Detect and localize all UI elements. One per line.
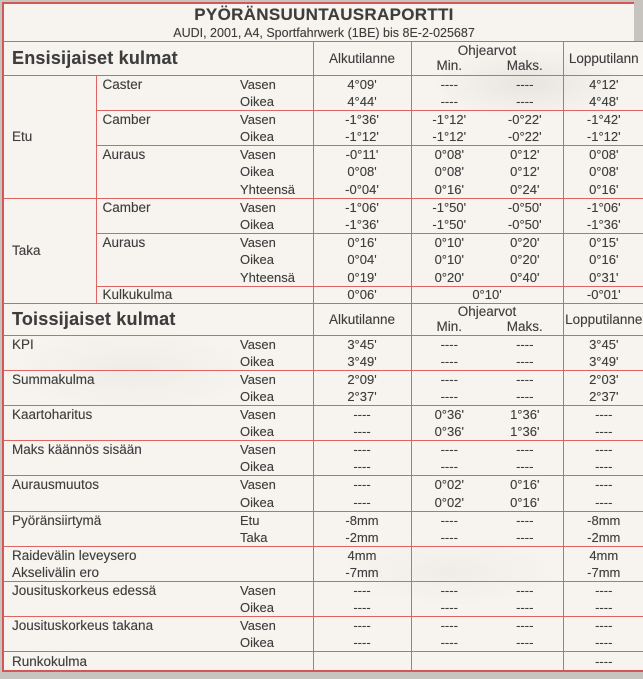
table-row	[3, 511, 643, 529]
value-alkutilanne: -1°06'	[313, 198, 411, 216]
value-maks: 0°16'	[487, 476, 563, 494]
value-min: 0°20'	[411, 269, 487, 287]
table-row	[3, 335, 643, 353]
value-alkutilanne: ----	[313, 599, 411, 617]
angle-label: Camber	[96, 110, 238, 145]
measure-label: Summakulma	[3, 370, 238, 388]
table-row	[3, 75, 643, 93]
value-maks: 0°24'	[510, 181, 540, 197]
value-maks	[487, 564, 563, 582]
value-min: 0°10'	[411, 251, 487, 269]
value-lopputilanne: 4°48'	[563, 93, 643, 111]
measure-label	[3, 634, 238, 652]
axle-label-rear: Taka	[3, 198, 96, 303]
value-min: 0°10'	[411, 233, 487, 251]
pos-label: Oikea	[240, 216, 274, 232]
value-lopputilanne: -8mm	[563, 511, 643, 529]
value-lopputilanne: ----	[563, 652, 643, 671]
measure-label: KPI	[3, 335, 238, 353]
value-min: ----	[411, 458, 487, 476]
title-block	[3, 3, 643, 41]
value-alkutilanne	[313, 652, 411, 671]
value-alkutilanne: -1°36'	[313, 216, 411, 234]
value-min: ----	[411, 441, 487, 459]
pos-label: Vasen	[238, 145, 313, 163]
value-alkutilanne: 4mm	[313, 546, 411, 564]
value-min: 0°36'	[411, 406, 487, 424]
value-lopputilanne: -7mm	[563, 564, 643, 582]
value-alkutilanne: 3°49'	[313, 353, 411, 371]
measure-label: Pyöränsiirtymä	[3, 511, 238, 529]
value-min: ----	[411, 634, 487, 652]
value-alkutilanne: -7mm	[313, 564, 411, 582]
table-row	[3, 441, 643, 459]
value-lopputilanne: 2°03'	[563, 370, 643, 388]
value-maks: -0°50'	[507, 216, 542, 232]
value-min: ----	[411, 75, 487, 93]
column-header-lopputilanne: Lopputilann	[563, 41, 643, 75]
pos-label: Oikea	[240, 494, 274, 510]
column-header-ohjearvot-group	[411, 41, 563, 75]
primary-header-row	[3, 41, 643, 75]
value-maks: 0°12'	[510, 164, 540, 180]
value-min: 0°36'	[411, 423, 487, 441]
value-lopputilanne: 0°16'	[563, 251, 643, 269]
pos-label: Vasen	[238, 335, 313, 353]
value-min: 0°16'	[411, 181, 487, 199]
report-subtitle: AUDI, 2001, A4, Sportfahrwerk (1BE) bis 8E-2-025687	[173, 25, 475, 40]
value-maks: 1°36'	[487, 406, 563, 424]
pos-label: Oikea	[240, 459, 274, 475]
measure-label	[3, 458, 238, 476]
value-alkutilanne: ----	[313, 634, 411, 652]
value-alkutilanne: 0°06'	[313, 286, 411, 303]
value-ohjearvot	[411, 652, 563, 671]
table-row	[3, 529, 643, 547]
value-min: ----	[411, 581, 487, 599]
scanned-report-page	[0, 2, 643, 679]
value-lopputilanne: 0°08'	[563, 163, 643, 181]
pos-label: Vasen	[238, 233, 313, 251]
value-maks: ----	[516, 388, 534, 404]
table-row	[3, 617, 643, 635]
column-header-min: Min.	[436, 319, 462, 335]
value-min: 0°08'	[411, 163, 487, 181]
measure-label: Akselivälin ero	[12, 564, 100, 580]
pos-label: Etu	[238, 511, 313, 529]
column-header-ohjearvot: Ohjearvot	[457, 304, 517, 320]
table-row	[3, 634, 643, 652]
value-min: ----	[411, 617, 487, 635]
table-row	[3, 564, 643, 582]
pos-label: Oikea	[240, 635, 274, 651]
pos-label: Yhteensä	[240, 181, 295, 197]
table-row	[3, 599, 643, 617]
value-maks: ----	[487, 441, 563, 459]
table-row	[3, 233, 643, 251]
value-alkutilanne: ----	[313, 441, 411, 459]
pos-label: Oikea	[240, 164, 274, 180]
pos-label: Oikea	[240, 388, 274, 404]
value-lopputilanne: -2mm	[563, 529, 643, 547]
value-maks: -0°22'	[487, 110, 563, 128]
pos-label: Vasen	[238, 110, 313, 128]
table-row	[3, 458, 643, 476]
column-header-maks: Maks.	[506, 58, 543, 73]
value-lopputilanne: 4mm	[563, 546, 643, 564]
value-alkutilanne: 0°04'	[313, 251, 411, 269]
value-maks: ----	[516, 93, 534, 109]
value-min: ----	[411, 599, 487, 617]
value-alkutilanne: ----	[313, 617, 411, 635]
table-row	[3, 546, 643, 564]
value-min: ----	[411, 353, 487, 371]
angle-label: Caster	[96, 75, 238, 110]
value-maks: ----	[516, 600, 534, 616]
value-maks: 0°12'	[487, 145, 563, 163]
value-min: ----	[411, 93, 487, 111]
pos-label	[238, 564, 313, 582]
pos-label	[238, 546, 313, 564]
value-ohjearvot: 0°10'	[411, 286, 563, 303]
value-alkutilanne: 4°09'	[313, 75, 411, 93]
pos-label: Vasen	[238, 75, 313, 93]
measure-label	[3, 353, 238, 371]
value-min: -1°50'	[411, 216, 487, 234]
value-alkutilanne: ----	[313, 458, 411, 476]
measure-label: Runkokulma	[3, 652, 313, 671]
table-row-runkokulma	[3, 652, 643, 671]
table-row	[3, 406, 643, 424]
value-min	[411, 546, 487, 564]
value-alkutilanne: 0°08'	[313, 163, 411, 181]
value-lopputilanne: 0°08'	[563, 145, 643, 163]
angle-label: Kulkukulma	[96, 286, 313, 303]
value-alkutilanne: 0°16'	[313, 233, 411, 251]
value-min: -1°12'	[411, 128, 487, 146]
table-row	[3, 388, 643, 406]
value-maks: -0°50'	[487, 198, 563, 216]
pos-label: Vasen	[238, 198, 313, 216]
value-min: -1°12'	[411, 110, 487, 128]
value-lopputilanne: ----	[563, 423, 643, 441]
column-header-ohjearvot-group	[411, 303, 563, 335]
value-alkutilanne: -2mm	[313, 529, 411, 547]
value-alkutilanne: -8mm	[313, 511, 411, 529]
pos-label: Oikea	[240, 424, 274, 440]
value-lopputilanne: ----	[563, 441, 643, 459]
pos-label: Vasen	[238, 581, 313, 599]
pos-label: Taka	[240, 529, 268, 545]
measure-label: Raidevälin leveysero	[3, 546, 238, 564]
secondary-section-title: Toissijaiset kulmat	[3, 303, 313, 335]
value-maks: ----	[487, 335, 563, 353]
alignment-report-table	[2, 2, 643, 672]
pos-label: Vasen	[238, 476, 313, 494]
value-alkutilanne: ----	[313, 423, 411, 441]
value-lopputilanne: ----	[563, 617, 643, 635]
value-maks: 0°40'	[510, 269, 540, 285]
value-alkutilanne: -1°36'	[313, 110, 411, 128]
value-lopputilanne: -1°36'	[563, 216, 643, 234]
value-min: 0°02'	[411, 493, 487, 511]
table-row	[3, 423, 643, 441]
value-maks: 0°20'	[487, 233, 563, 251]
pos-label: Oikea	[240, 128, 274, 144]
table-row-kulkukulma	[3, 286, 643, 303]
value-min: ----	[411, 529, 487, 547]
measure-label: Jousituskorkeus takana	[3, 617, 238, 635]
secondary-header-row	[3, 303, 643, 335]
scan-corner-artifact	[634, 2, 643, 41]
value-alkutilanne: ----	[313, 476, 411, 494]
value-maks: ----	[516, 353, 534, 369]
axle-label-front: Etu	[3, 75, 96, 198]
value-alkutilanne: ----	[313, 493, 411, 511]
value-min: -1°50'	[411, 198, 487, 216]
value-alkutilanne: 4°44'	[313, 93, 411, 111]
table-row	[3, 370, 643, 388]
value-maks: 1°36'	[510, 424, 540, 440]
value-maks: -0°22'	[507, 128, 542, 144]
angle-label: Auraus	[96, 233, 238, 286]
measure-label: Kaartoharitus	[3, 406, 238, 424]
value-maks: ----	[487, 581, 563, 599]
value-lopputilanne: 2°37'	[563, 388, 643, 406]
angle-label: Auraus	[96, 145, 238, 198]
measure-label	[3, 423, 238, 441]
value-lopputilanne: -0°01'	[563, 286, 643, 303]
pos-label: Oikea	[240, 600, 274, 616]
column-header-maks: Maks.	[506, 319, 543, 335]
title-row	[3, 3, 643, 41]
value-lopputilanne: 3°49'	[563, 353, 643, 371]
value-lopputilanne: 4°12'	[563, 75, 643, 93]
value-lopputilanne: ----	[563, 581, 643, 599]
value-maks: ----	[487, 75, 563, 93]
value-lopputilanne: 0°31'	[563, 269, 643, 287]
value-maks: ----	[487, 511, 563, 529]
value-min	[411, 564, 487, 582]
value-min: ----	[411, 511, 487, 529]
value-alkutilanne: 2°37'	[313, 388, 411, 406]
value-alkutilanne: -1°12'	[313, 128, 411, 146]
value-lopputilanne: -1°06'	[563, 198, 643, 216]
table-row	[3, 476, 643, 494]
pos-label: Vasen	[238, 406, 313, 424]
column-header-lopputilanne: Lopputilanne	[563, 303, 643, 335]
measure-label: Aurausmuutos	[3, 476, 238, 494]
value-lopputilanne: ----	[563, 476, 643, 494]
angle-label: Camber	[96, 198, 238, 233]
value-lopputilanne: -1°12'	[563, 128, 643, 146]
value-min: 0°08'	[411, 145, 487, 163]
value-min: ----	[411, 388, 487, 406]
column-header-ohjearvot: Ohjearvot	[457, 43, 517, 58]
value-maks: 0°20'	[510, 252, 540, 268]
value-min: ----	[411, 335, 487, 353]
table-row	[3, 145, 643, 163]
value-alkutilanne: -0°04'	[313, 181, 411, 199]
table-row	[3, 353, 643, 371]
value-lopputilanne: 0°15'	[563, 233, 643, 251]
value-lopputilanne: 0°16'	[563, 181, 643, 199]
value-alkutilanne: 0°19'	[313, 269, 411, 287]
pos-label: Yhteensä	[240, 269, 295, 285]
table-row	[3, 110, 643, 128]
value-alkutilanne: 2°09'	[313, 370, 411, 388]
value-lopputilanne: ----	[563, 458, 643, 476]
report-title: PYÖRÄNSUUNTAUSRAPORTTI	[194, 4, 454, 24]
pos-label: Oikea	[240, 252, 274, 268]
column-header-min: Min.	[436, 58, 462, 73]
measure-label	[3, 529, 238, 547]
value-alkutilanne: 3°45'	[313, 335, 411, 353]
value-lopputilanne: 3°45'	[563, 335, 643, 353]
measure-label	[3, 493, 238, 511]
table-row	[3, 493, 643, 511]
value-lopputilanne: ----	[563, 599, 643, 617]
table-row	[3, 581, 643, 599]
measure-label	[3, 388, 238, 406]
value-lopputilanne: ----	[563, 634, 643, 652]
column-header-alkutilanne: Alkutilanne	[313, 303, 411, 335]
value-lopputilanne: -1°42'	[563, 110, 643, 128]
measure-label: Jousituskorkeus edessä	[3, 581, 238, 599]
value-maks: ----	[516, 635, 534, 651]
value-lopputilanne: ----	[563, 406, 643, 424]
value-maks: ----	[516, 529, 534, 545]
pos-label: Oikea	[240, 353, 274, 369]
value-maks	[487, 546, 563, 564]
pos-label: Vasen	[238, 441, 313, 459]
value-maks: ----	[487, 370, 563, 388]
measure-label: Maks käännös sisään	[3, 441, 238, 459]
value-min: 0°02'	[411, 476, 487, 494]
value-maks: ----	[487, 617, 563, 635]
pos-label: Vasen	[238, 370, 313, 388]
measure-label	[3, 599, 238, 617]
pos-label: Vasen	[238, 617, 313, 635]
column-header-alkutilanne: Alkutilanne	[313, 41, 411, 75]
value-alkutilanne: ----	[313, 581, 411, 599]
value-maks: ----	[516, 459, 534, 475]
value-alkutilanne: ----	[313, 406, 411, 424]
pos-label: Oikea	[240, 93, 274, 109]
value-lopputilanne: ----	[563, 493, 643, 511]
value-alkutilanne: -0°11'	[313, 145, 411, 163]
primary-section-title: Ensisijaiset kulmat	[3, 41, 313, 75]
table-row	[3, 198, 643, 216]
value-maks: 0°16'	[510, 494, 540, 510]
value-min: ----	[411, 370, 487, 388]
